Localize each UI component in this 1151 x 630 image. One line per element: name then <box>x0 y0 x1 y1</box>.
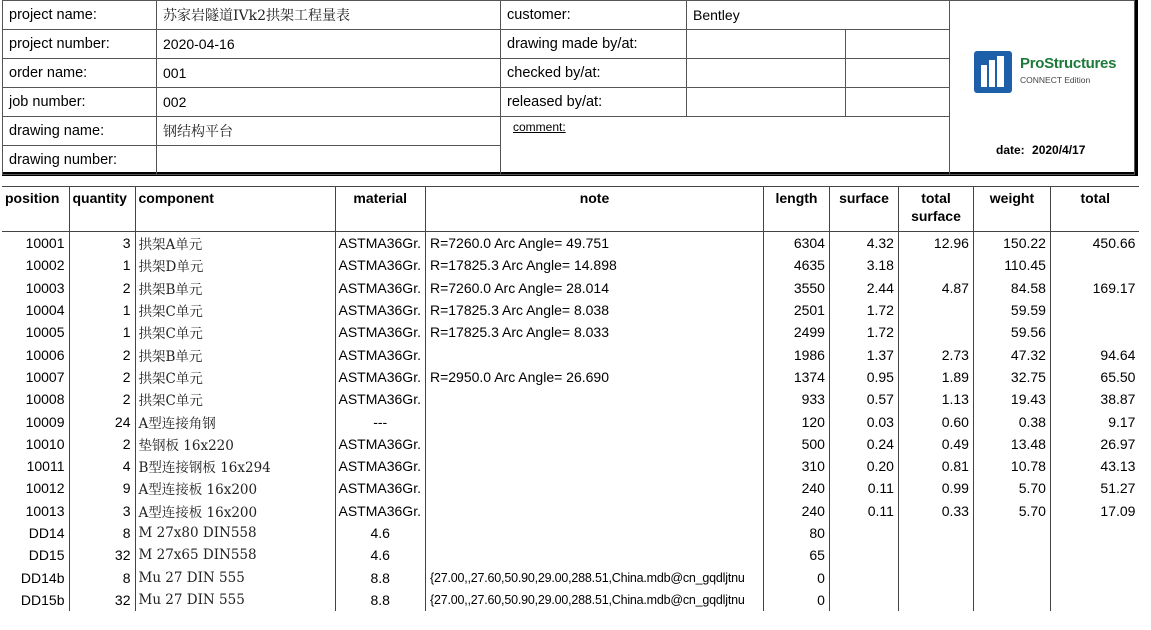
cell-weight: 10.78 <box>973 455 1050 477</box>
cell-length: 933 <box>763 388 829 410</box>
cell-material: ASTMA36Gr. <box>335 433 425 455</box>
header-position: position <box>2 187 69 232</box>
parts-list-table <box>2 186 1139 611</box>
cell-position: DD15b <box>2 589 69 611</box>
cell-weight <box>973 566 1050 588</box>
header-quantity: quantity <box>69 187 135 232</box>
cell-total: 65.50 <box>1100 368 1136 385</box>
cell-weight: 5.70 <box>973 477 1050 499</box>
comment-label: comment: <box>513 120 566 134</box>
drawing-number-value <box>157 146 501 175</box>
cell-component: 垫钢板 16x220 <box>135 433 335 455</box>
cell-material: 8.8 <box>335 589 425 611</box>
cell-weight: 13.48 <box>973 433 1050 455</box>
cell-weight: 0.38 <box>973 410 1050 432</box>
cell-material: ASTMA36Gr. <box>335 455 425 477</box>
cell-weight <box>973 544 1050 566</box>
cell-length: 3550 <box>763 277 829 299</box>
cell-surface: 2.44 <box>829 277 898 299</box>
cell-note <box>425 410 763 432</box>
cell-length: 2501 <box>763 299 829 321</box>
cell-note: R=17825.3 Arc Angle= 8.033 <box>425 321 763 343</box>
cell-surface <box>829 589 898 611</box>
cell-total: 94.64 <box>1100 346 1136 363</box>
cell-position: DD15 <box>2 544 69 566</box>
cell-length: 500 <box>763 433 829 455</box>
header-surface: surface <box>829 187 898 232</box>
cell-material: 4.6 <box>335 522 425 544</box>
cell-quantity: 2 <box>69 388 135 410</box>
cell-component: Mu 27 DIN 555 <box>135 566 335 588</box>
drawing-made-by <box>687 30 846 59</box>
cell-length: 80 <box>763 522 829 544</box>
cell-surface: 0.20 <box>829 455 898 477</box>
cell-position: 10006 <box>2 343 69 365</box>
cell-note: {27.00,,27.60,50.90,29.00,288.51,China.mdb@cn_gqdljtnu <box>425 566 763 588</box>
cell-total: 450.66 <box>1092 235 1136 252</box>
cell-length: 2499 <box>763 321 829 343</box>
checked-label: checked by/at: <box>501 59 687 88</box>
cell-total: 17.09 <box>1100 502 1136 519</box>
building-icon <box>974 51 1012 93</box>
drawing-made-label: drawing made by/at: <box>501 30 687 59</box>
cell-quantity: 2 <box>69 343 135 365</box>
cell-weight <box>973 589 1050 611</box>
released-by <box>687 88 846 117</box>
cell-material: ASTMA36Gr. <box>335 299 425 321</box>
cell-weight <box>973 522 1050 544</box>
job-number-label: job number: <box>3 88 157 117</box>
cell-surface: 0.57 <box>829 388 898 410</box>
table-row <box>2 366 1139 388</box>
cell-quantity: 2 <box>69 433 135 455</box>
cell-quantity: 9 <box>69 477 135 499</box>
drawing-number-label: drawing number: <box>3 146 157 175</box>
cell-length: 0 <box>763 589 829 611</box>
cell-quantity: 3 <box>69 232 135 255</box>
cell-note: R=7260.0 Arc Angle= 49.751 <box>425 232 763 255</box>
cell-component: M 27x65 DIN558 <box>135 544 335 566</box>
cell-quantity: 2 <box>69 277 135 299</box>
cell-total <box>1050 321 1139 343</box>
prostructures-logo <box>974 49 1117 99</box>
cell-total <box>1050 522 1139 544</box>
table-row <box>2 299 1139 321</box>
drawing-name-value: 钢结构平台 <box>157 117 501 146</box>
cell-weight: 19.43 <box>973 388 1050 410</box>
cell-weight: 59.59 <box>973 299 1050 321</box>
cell-total-surface: 12.96 <box>898 232 973 255</box>
cell-quantity: 24 <box>69 410 135 432</box>
cell-note <box>425 500 763 522</box>
cell-total: 9.17 <box>1108 413 1136 430</box>
cell-note <box>425 433 763 455</box>
table-row <box>2 433 1139 455</box>
cell-material: ASTMA36Gr. <box>335 232 425 255</box>
cell-length: 120 <box>763 410 829 432</box>
cell-note <box>425 343 763 365</box>
table-row <box>2 232 1139 255</box>
cell-surface: 0.95 <box>829 366 898 388</box>
cell-note: R=7260.0 Arc Angle= 28.014 <box>425 277 763 299</box>
cell-total-surface: 0.33 <box>898 500 973 522</box>
table-row <box>2 589 1139 611</box>
date-line <box>992 143 1085 157</box>
job-number-value: 002 <box>157 88 501 117</box>
header-material: material <box>335 187 425 232</box>
cell-material: ASTMA36Gr. <box>335 254 425 276</box>
cell-length: 4635 <box>763 254 829 276</box>
cell-total <box>1050 299 1139 321</box>
order-name-value: 001 <box>157 59 501 88</box>
cell-quantity: 32 <box>69 589 135 611</box>
drawing-made-at <box>846 30 950 59</box>
cell-total-surface: 0.99 <box>898 477 973 499</box>
cell-quantity: 1 <box>69 321 135 343</box>
customer-value: Bentley <box>687 1 950 30</box>
cell-material: ASTMA36Gr. <box>335 366 425 388</box>
project-name-value: 苏家岩隧道IVk2拱架工程量表 <box>157 1 501 30</box>
cell-component: A型连接板 16x200 <box>135 477 335 499</box>
date-value: 2020/4/17 <box>1032 143 1086 157</box>
cell-total-surface: 0.60 <box>898 410 973 432</box>
cell-weight: 59.56 <box>973 321 1050 343</box>
cell-total: 169.17 <box>1092 279 1136 296</box>
cell-total-surface: 0.49 <box>898 433 973 455</box>
table-row <box>2 321 1139 343</box>
cell-weight: 110.45 <box>973 254 1050 276</box>
cell-component: 拱架D单元 <box>135 254 335 276</box>
cell-material: ASTMA36Gr. <box>335 388 425 410</box>
title-block-table <box>2 0 1135 175</box>
cell-quantity: 1 <box>69 299 135 321</box>
cell-weight: 32.75 <box>973 366 1050 388</box>
header-component: component <box>135 187 335 232</box>
customer-label: customer: <box>501 1 687 30</box>
table-row <box>2 277 1139 299</box>
cell-surface <box>829 566 898 588</box>
table-row <box>2 343 1139 365</box>
cell-length: 240 <box>763 500 829 522</box>
cell-quantity: 8 <box>69 566 135 588</box>
cell-total-surface <box>898 589 973 611</box>
cell-component: 拱架C单元 <box>135 299 335 321</box>
cell-note: R=17825.3 Arc Angle= 14.898 <box>425 254 763 276</box>
comment-cell <box>501 117 950 175</box>
order-name-label: order name: <box>3 59 157 88</box>
checked-by <box>687 59 846 88</box>
cell-position: 10013 <box>2 500 69 522</box>
cell-component: 拱架C单元 <box>135 366 335 388</box>
cell-position: 10011 <box>2 455 69 477</box>
cell-surface <box>829 522 898 544</box>
parts-body <box>2 232 1139 612</box>
cell-total <box>1050 544 1139 566</box>
cell-material: 4.6 <box>335 544 425 566</box>
cell-total: 51.27 <box>1100 480 1136 497</box>
cell-length: 6304 <box>763 232 829 255</box>
date-label: date: <box>996 143 1025 157</box>
header-total-surface: total surface <box>898 187 973 232</box>
cell-surface: 0.24 <box>829 433 898 455</box>
cell-length: 1986 <box>763 343 829 365</box>
cell-position: 10003 <box>2 277 69 299</box>
cell-material: ASTMA36Gr. <box>335 500 425 522</box>
table-row <box>2 455 1139 477</box>
cell-position: DD14b <box>2 566 69 588</box>
cell-component: M 27x80 DIN558 <box>135 522 335 544</box>
cell-total-surface <box>898 321 973 343</box>
cell-surface: 1.37 <box>829 343 898 365</box>
cell-total-surface: 0.81 <box>898 455 973 477</box>
cell-length: 65 <box>763 544 829 566</box>
cell-total-surface: 1.13 <box>898 388 973 410</box>
header-length: length <box>763 187 829 232</box>
cell-total-surface <box>898 254 973 276</box>
header-note: note <box>425 187 763 232</box>
cell-position: 10010 <box>2 433 69 455</box>
cell-weight: 150.22 <box>973 232 1050 255</box>
cell-length: 310 <box>763 455 829 477</box>
logo-subtitle: CONNECT Edition <box>1020 75 1091 85</box>
cell-material: 8.8 <box>335 566 425 588</box>
cell-component: Mu 27 DIN 555 <box>135 589 335 611</box>
cell-component: A型连接板 16x200 <box>135 500 335 522</box>
cell-total-surface: 2.73 <box>898 343 973 365</box>
project-name-label: project name: <box>3 1 157 30</box>
cell-quantity: 2 <box>69 366 135 388</box>
cell-total-surface: 4.87 <box>898 277 973 299</box>
cell-weight: 84.58 <box>973 277 1050 299</box>
cell-surface: 1.72 <box>829 299 898 321</box>
cell-note <box>425 522 763 544</box>
table-row <box>2 410 1139 432</box>
cell-component: 拱架C单元 <box>135 321 335 343</box>
cell-position: 10004 <box>2 299 69 321</box>
cell-total <box>1050 566 1139 588</box>
title-block <box>2 0 1137 176</box>
project-number-value: 2020-04-16 <box>157 30 501 59</box>
cell-component: 拱架B单元 <box>135 343 335 365</box>
cell-component: A型连接角钢 <box>135 410 335 432</box>
cell-note <box>425 544 763 566</box>
released-at <box>846 88 950 117</box>
table-row <box>2 500 1139 522</box>
cell-note: R=17825.3 Arc Angle= 8.038 <box>425 299 763 321</box>
cell-total-surface <box>898 566 973 588</box>
cell-note: R=2950.0 Arc Angle= 26.690 <box>425 366 763 388</box>
cell-total-surface: 1.89 <box>898 366 973 388</box>
header-total: total <box>1050 187 1139 232</box>
cell-material: ASTMA36Gr. <box>335 321 425 343</box>
table-row <box>2 388 1139 410</box>
header-weight: weight <box>973 187 1050 232</box>
cell-component: 拱架C单元 <box>135 388 335 410</box>
parts-header-row <box>2 187 1139 232</box>
cell-position: 10012 <box>2 477 69 499</box>
released-label: released by/at: <box>501 88 687 117</box>
table-row <box>2 254 1139 276</box>
cell-length: 1374 <box>763 366 829 388</box>
cell-quantity: 4 <box>69 455 135 477</box>
table-row <box>2 566 1139 588</box>
cell-quantity: 8 <box>69 522 135 544</box>
cell-note: {27.00,,27.60,50.90,29.00,288.51,China.mdb@cn_gqdljtnu <box>425 589 763 611</box>
table-row <box>2 522 1139 544</box>
project-number-label: project number: <box>3 30 157 59</box>
cell-position: 10002 <box>2 254 69 276</box>
cell-surface: 4.32 <box>829 232 898 255</box>
cell-component: 拱架A单元 <box>135 232 335 255</box>
drawing-name-label: drawing name: <box>3 117 157 146</box>
logo-name: ProStructures <box>1020 55 1117 72</box>
cell-position: 10007 <box>2 366 69 388</box>
cell-component: 拱架B单元 <box>135 277 335 299</box>
cell-total <box>1050 254 1139 276</box>
cell-length: 240 <box>763 477 829 499</box>
cell-quantity: 1 <box>69 254 135 276</box>
cell-total-surface <box>898 522 973 544</box>
cell-position: DD14 <box>2 522 69 544</box>
cell-surface: 3.18 <box>829 254 898 276</box>
cell-weight: 5.70 <box>973 500 1050 522</box>
cell-position: 10001 <box>2 232 69 255</box>
cell-note <box>425 388 763 410</box>
cell-surface: 0.11 <box>829 477 898 499</box>
table-row <box>2 544 1139 566</box>
cell-note <box>425 477 763 499</box>
cell-surface: 1.72 <box>829 321 898 343</box>
cell-surface: 0.03 <box>829 410 898 432</box>
cell-quantity: 32 <box>69 544 135 566</box>
cell-surface: 0.11 <box>829 500 898 522</box>
cell-total <box>1050 589 1139 611</box>
cell-position: 10008 <box>2 388 69 410</box>
cell-material: ASTMA36Gr. <box>335 343 425 365</box>
table-row <box>2 477 1139 499</box>
cell-total-surface <box>898 299 973 321</box>
checked-at <box>846 59 950 88</box>
cell-note <box>425 455 763 477</box>
cell-material: --- <box>335 410 425 432</box>
cell-total: 43.13 <box>1100 458 1136 475</box>
cell-total-surface <box>898 544 973 566</box>
cell-component: B型连接钢板 16x294 <box>135 455 335 477</box>
cell-quantity: 3 <box>69 500 135 522</box>
cell-material: ASTMA36Gr. <box>335 477 425 499</box>
cell-total: 26.97 <box>1100 435 1136 452</box>
cell-material: ASTMA36Gr. <box>335 277 425 299</box>
cell-total: 38.87 <box>1100 391 1136 408</box>
cell-position: 10005 <box>2 321 69 343</box>
cell-surface <box>829 544 898 566</box>
logo-date-cell <box>950 1 1135 175</box>
cell-position: 10009 <box>2 410 69 432</box>
cell-weight: 47.32 <box>973 343 1050 365</box>
cell-length: 0 <box>763 566 829 588</box>
